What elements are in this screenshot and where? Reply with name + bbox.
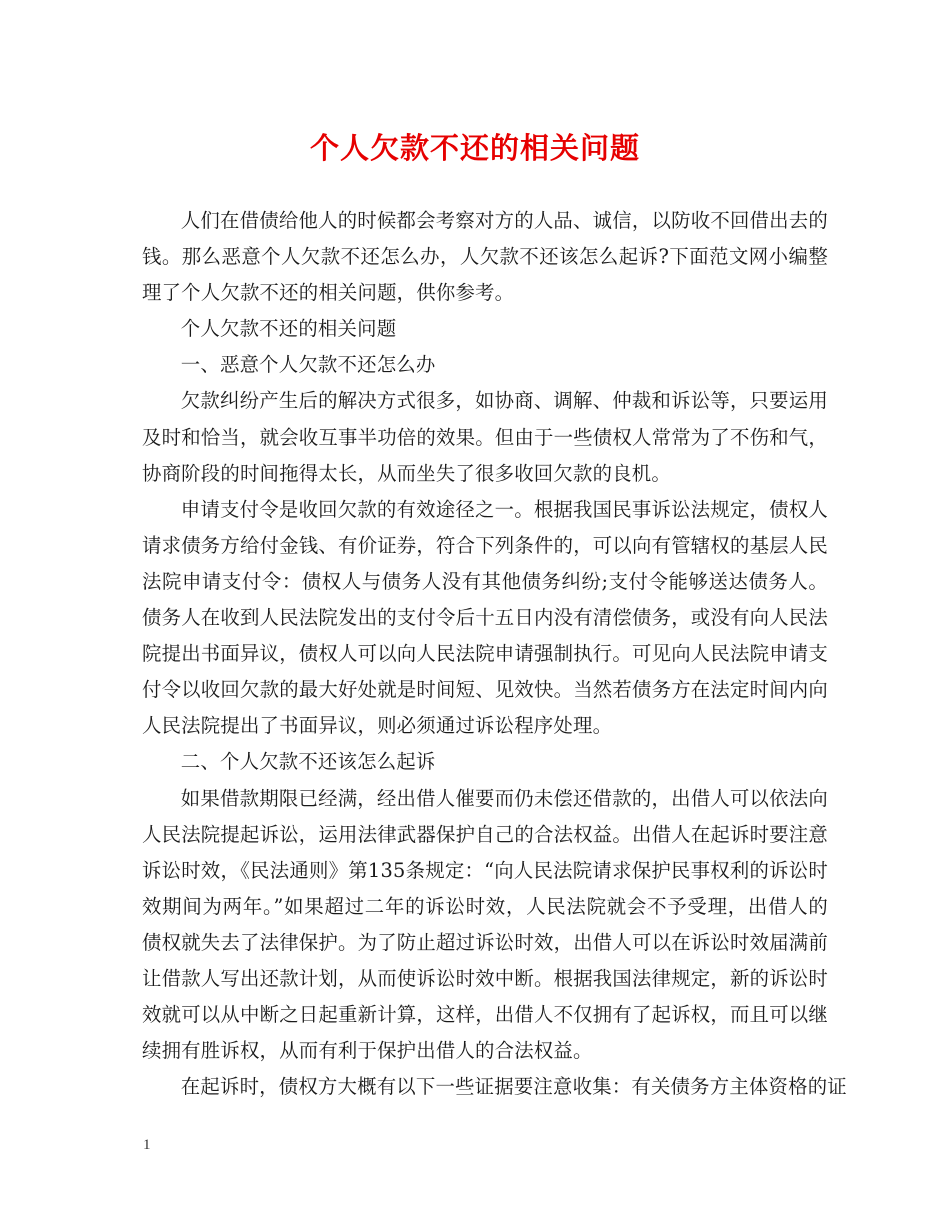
paragraph-intro: 人们在借债给他人的时候都会考察对方的人品、诚信，以防收不回借出去的钱。那么恶意个人欠款不还怎么办，人欠款不还该怎么起诉?下面范文网小编整理了个人欠款不还的相关问题，供你参考。 (142, 209, 828, 305)
paragraph-dispute-resolution: 欠款纠纷产生后的解决方式很多，如协商、调解、仲裁和诉讼等，只要运用及时和恰当，就会收互事半功倍的效果。但由于一些债权人常常为了不伤和气，协商阶段的时间拖得太长，从而坐失了很多收回欠款的良机。 (142, 389, 828, 485)
document-title: 个人欠款不还的相关问题 (309, 131, 640, 165)
paragraph-evidence: 在起诉时，债权方大概有以下一些证据要注意收集：有关债务方主体资格的证 (180, 1075, 847, 1099)
paragraph-payment-order: 申请支付令是收回欠款的有效途径之一。根据我国民事诉讼法规定，债权人请求债务方给付金钱、有价证券，符合下列条件的，可以向有管辖权的基层人民法院申请支付令：债权人与债务人没有其他债务纠纷;支付令能够送达债务人。债务人在收到人民法院发出的支付令后十五日内没有清偿债务，或没有向人民法院提出书面异议，债权人可以向人民法院申请强制执行。可见向人民法院申请支付令以收回欠款的最大好处就是时间短、见效快。当然若债务方在法定时间内向人民法院提出了书面异议，则必须通过诉讼程序处理。 (142, 497, 828, 738)
document-body (142, 203, 847, 1105)
paragraph-lawsuit: 如果借款期限已经满，经出借人催要而仍未偿还借款的，出借人可以依法向人民法院提起诉讼，运用法律武器保护自己的合法权益。出借人在起诉时要注意诉讼时效，《民法通则》第135条规定：“向人民法院请求保护民事权利的诉讼时效期间为两年。”如果超过二年的诉讼时效，人民法院就会不予受理，出借人的债权就失去了法律保护。为了防止超过诉讼时效，出借人可以在诉讼时效届满前让借款人写出还款计划，从而使诉讼时效中断。根据我国法律规定，新的诉讼时效就可以从中断之日起重新计算，这样，出借人不仅拥有了起诉权，而且可以继续拥有胜诉权，从而有利于保护出借人的合法权益。 (142, 786, 828, 1063)
section-heading-1: 一、恶意个人欠款不还怎么办 (180, 353, 436, 377)
section-heading-2: 二、个人欠款不还该怎么起诉 (180, 750, 436, 774)
paragraph-subtitle: 个人欠款不还的相关问题 (180, 317, 397, 341)
page-number: 1 (143, 1137, 151, 1153)
